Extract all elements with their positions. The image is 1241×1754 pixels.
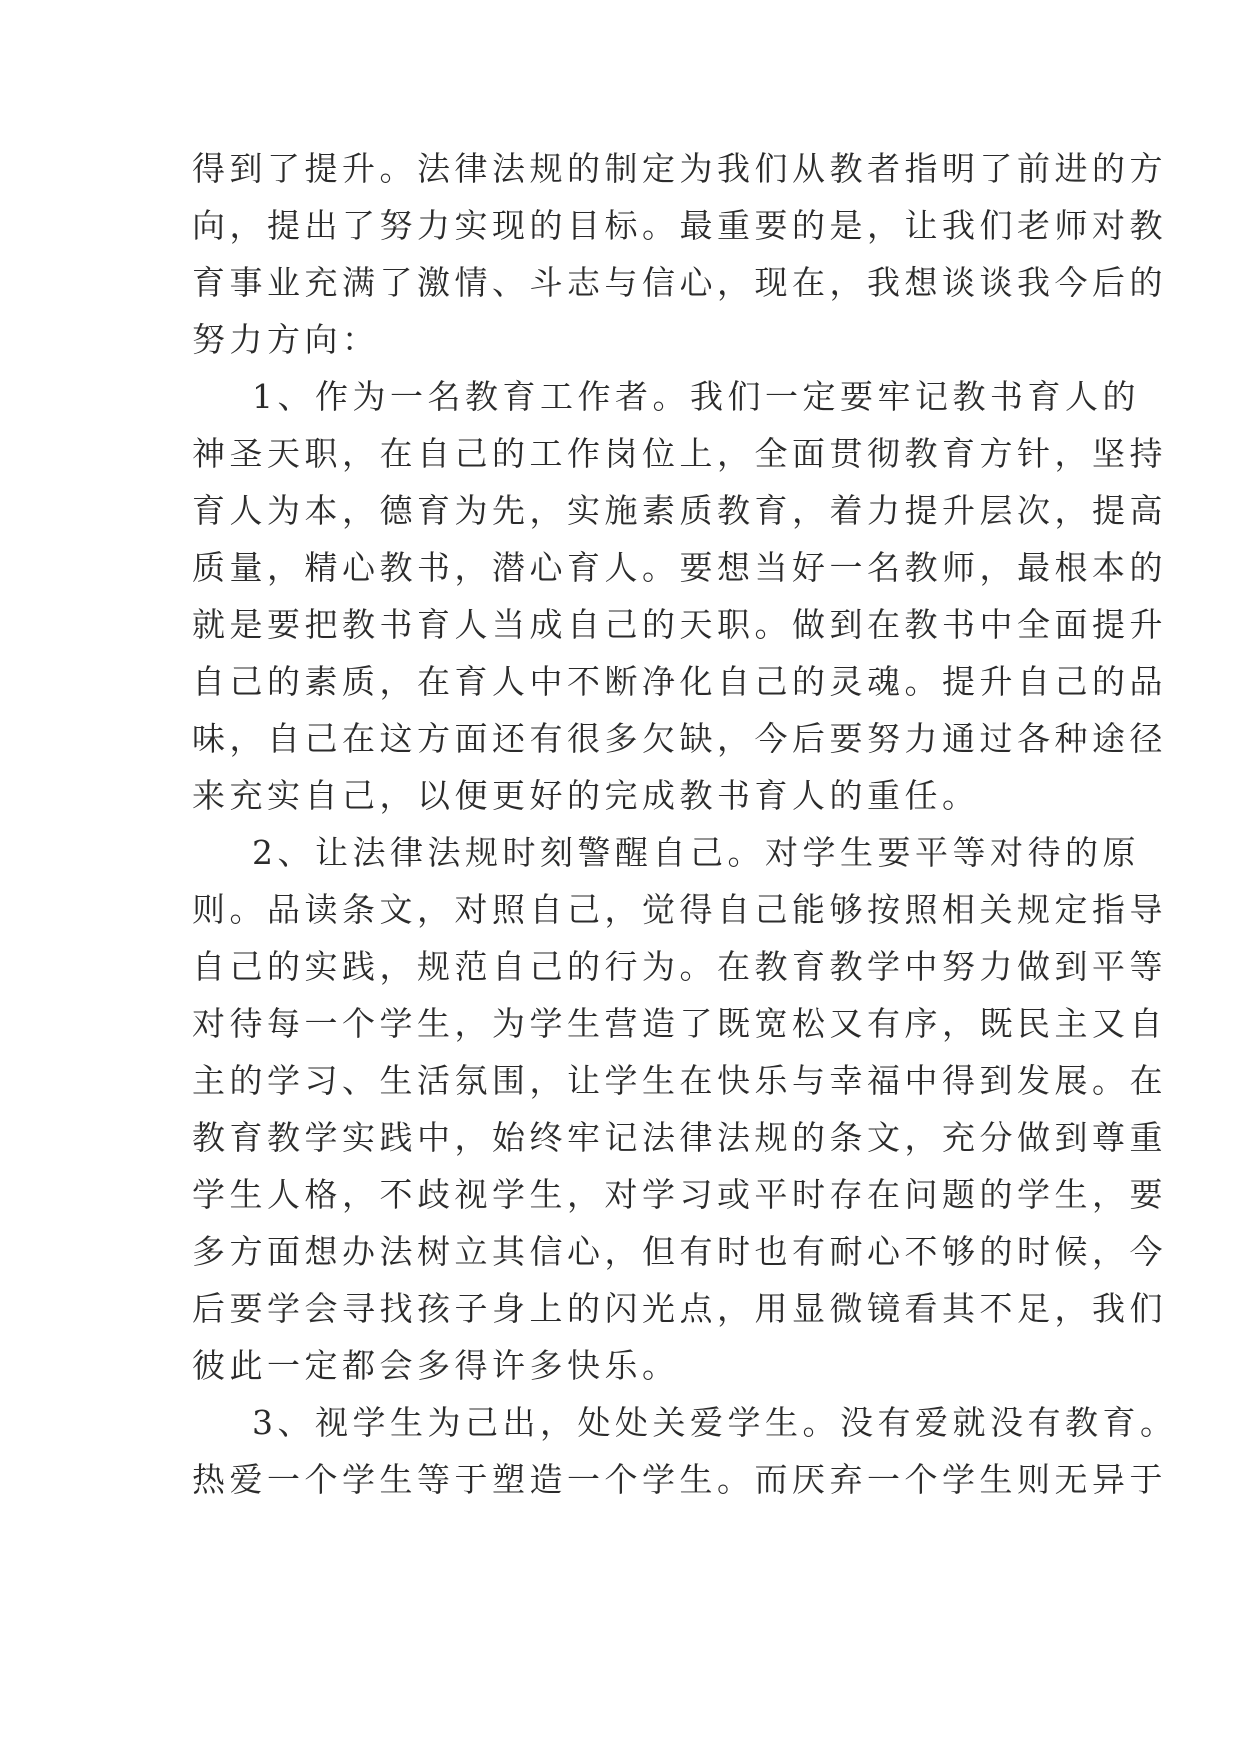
- paragraph-2-start: 2、让法律法规时刻警醒自己。对学生要平等对待的原: [252, 833, 1140, 872]
- body-text-line: 得到了提升。法律法规的制定为我们从教者指明了前进的方: [192, 149, 1167, 188]
- body-text-line: 就是要把教书育人当成自己的天职。做到在教书中全面提升: [192, 605, 1167, 644]
- body-text-line: 教育教学实践中，始终牢记法律法规的条文，充分做到尊重: [192, 1118, 1167, 1157]
- body-text-line: 后要学会寻找孩子身上的闪光点，用显微镜看其不足，我们: [192, 1289, 1167, 1328]
- body-text-line: 主的学习、生活氛围，让学生在快乐与幸福中得到发展。在: [192, 1061, 1167, 1100]
- body-text-line: 自己的素质，在育人中不断净化自己的灵魂。提升自己的品: [192, 662, 1167, 701]
- body-text-line: 则。品读条文，对照自己，觉得自己能够按照相关规定指导: [192, 890, 1167, 929]
- paragraph-3-start: 3、视学生为己出，处处关爱学生。没有爱就没有教育。: [252, 1403, 1178, 1442]
- body-text-line: 多方面想办法树立其信心，但有时也有耐心不够的时候，今: [192, 1232, 1167, 1271]
- body-text-line: 质量，精心教书，潜心育人。要想当好一名教师，最根本的: [192, 548, 1167, 587]
- body-text-line: 对待每一个学生，为学生营造了既宽松又有序，既民主又自: [192, 1004, 1167, 1043]
- body-text-line: 彼此一定都会多得许多快乐。: [192, 1346, 680, 1385]
- body-text-line: 向，提出了努力实现的目标。最重要的是，让我们老师对教: [192, 206, 1167, 245]
- body-text-line: 热爱一个学生等于塑造一个学生。而厌弃一个学生则无异于: [192, 1460, 1167, 1499]
- body-text-line: 育人为本，德育为先，实施素质教育，着力提升层次，提高: [192, 491, 1167, 530]
- body-text-line: 味，自己在这方面还有很多欠缺，今后要努力通过各种途径: [192, 719, 1167, 758]
- body-text-line: 神圣天职，在自己的工作岗位上，全面贯彻教育方针，坚持: [192, 434, 1167, 473]
- body-text-line: 育事业充满了激情、斗志与信心，现在，我想谈谈我今后的: [192, 263, 1167, 302]
- body-text-line: 自己的实践，规范自己的行为。在教育教学中努力做到平等: [192, 947, 1167, 986]
- paragraph-1-start: 1、作为一名教育工作者。我们一定要牢记教书育人的: [252, 377, 1140, 416]
- body-text-line: 学生人格，不歧视学生，对学习或平时存在问题的学生，要: [192, 1175, 1167, 1214]
- body-text-line: 努力方向：: [192, 320, 380, 359]
- body-text-line: 来充实自己，以便更好的完成教书育人的重任。: [192, 776, 980, 815]
